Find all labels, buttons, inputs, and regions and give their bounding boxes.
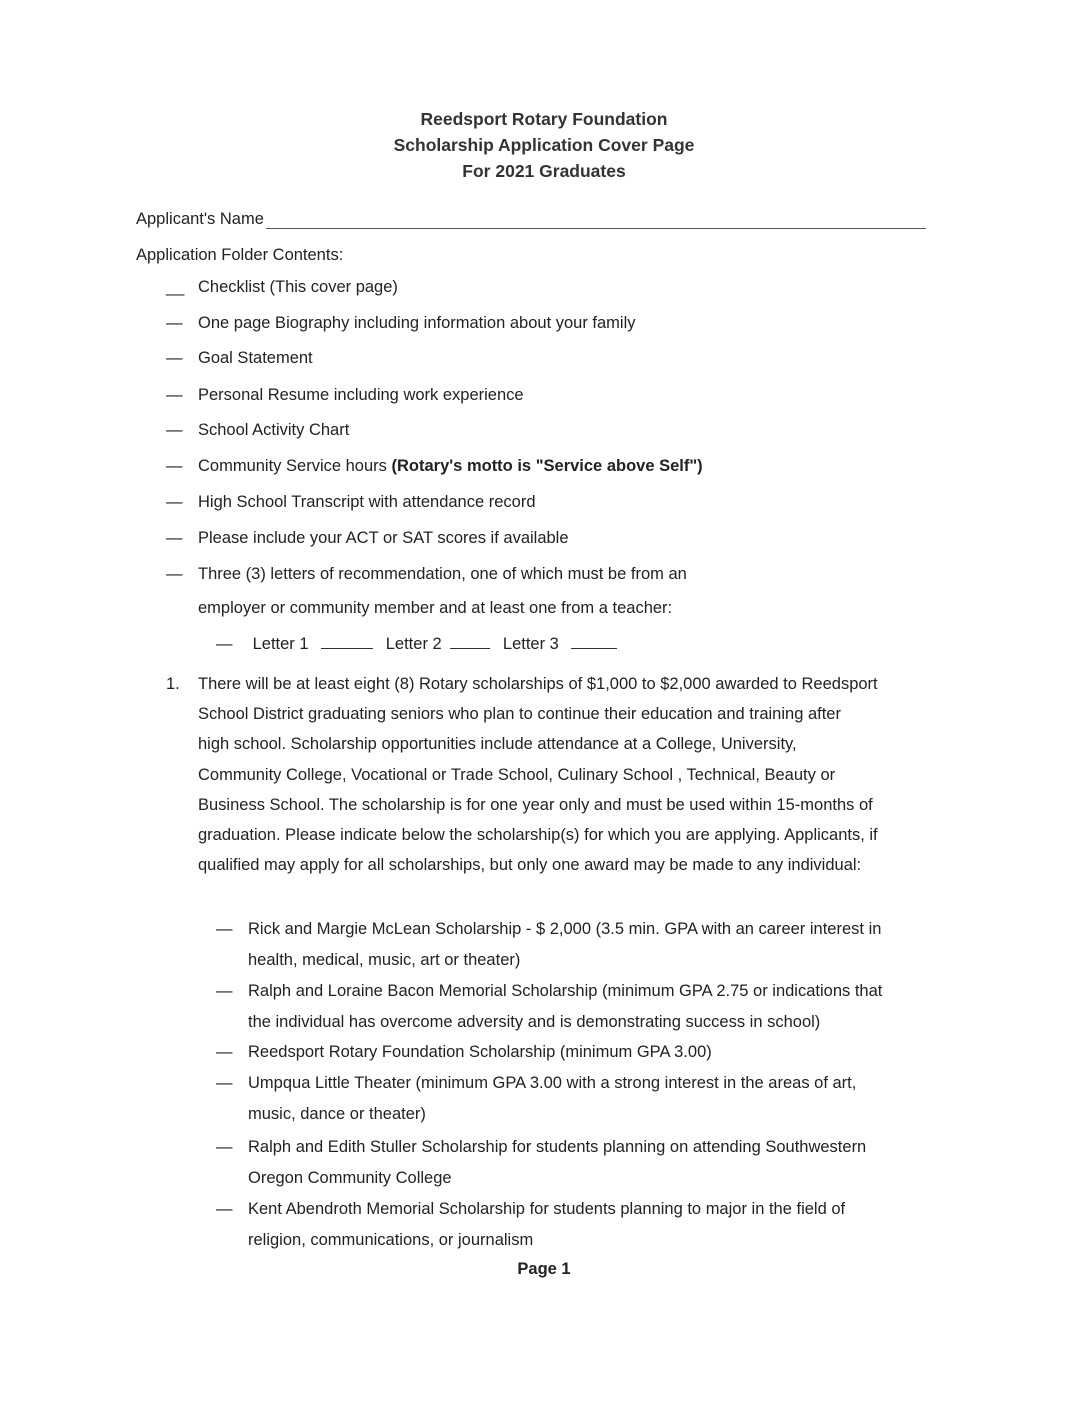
checklist-item-text-wrap [198, 457, 703, 476]
scholarship-line: Reedsport Rotary Foundation Scholarship (minimum GPA 3.00) [248, 1043, 712, 1061]
paragraph-line: qualified may apply for all scholarships, but only one award may be made to any individual: [198, 856, 862, 875]
check-blank[interactable]: — [166, 457, 183, 475]
checklist-item-text: Personal Resume including work experience [198, 386, 524, 404]
scholarship-line: the individual has overcome adversity and is demonstrating success in school) [248, 1012, 821, 1031]
check-blank[interactable]: — [166, 565, 183, 583]
checklist-item-text: High School Transcript with attendance record [198, 493, 536, 511]
scholarship-check-blank[interactable]: — [216, 1043, 233, 1061]
checklist-item-text: Checklist (This cover page) [198, 278, 398, 296]
scholarship-option[interactable] [216, 1132, 946, 1193]
checklist-item-text: Please include your ACT or SAT scores if available [198, 529, 569, 547]
checklist-item[interactable] [166, 314, 636, 333]
scholarship-option[interactable] [216, 1037, 946, 1068]
rotary-motto: (Rotary's motto is "Service above Self") [391, 457, 703, 475]
paragraph-number: 1. [166, 675, 180, 693]
scholarship-line: Oregon Community College [248, 1168, 452, 1187]
scholarship-line: Ralph and Loraine Bacon Memorial Scholarship (minimum GPA 2.75 or indications that [248, 982, 883, 1000]
letter-1-label: Letter 1 [252, 635, 309, 653]
scholarship-text [248, 1132, 946, 1193]
title-line-1: Reedsport Rotary Foundation [420, 109, 668, 129]
scholarship-check-blank[interactable]: — [216, 1074, 233, 1092]
checklist-item[interactable] [166, 386, 524, 405]
letter-1-blank[interactable] [321, 634, 373, 649]
document-title [0, 106, 1088, 184]
scholarship-option[interactable] [216, 914, 946, 975]
checklist-item-continuation: employer or community member and at least one from a teacher: [198, 599, 673, 617]
paragraph-line: Business School. The scholarship is for one year only and must be used within 15-months of [198, 795, 873, 814]
letters-row [216, 634, 617, 654]
title-line-2: Scholarship Application Cover Page [393, 135, 695, 155]
page-number: Page 1 [517, 1260, 571, 1278]
scholarship-text [248, 914, 946, 975]
letters-mark[interactable]: — [216, 635, 233, 653]
scholarship-check-blank[interactable]: — [216, 982, 233, 1000]
paragraph-line: high school. Scholarship opportunities include attendance at a College, University, [198, 735, 797, 754]
check-blank[interactable]: — [166, 529, 183, 547]
checklist-item-text: Community Service hours [198, 457, 387, 475]
checklist-item-text: School Activity Chart [198, 421, 350, 439]
paragraph-body [198, 669, 946, 880]
scholarship-line: health, medical, music, art or theater) [248, 950, 521, 969]
scholarship-option[interactable] [216, 976, 946, 1037]
scholarship-option[interactable] [216, 1194, 946, 1255]
scholarship-check-blank[interactable]: — [216, 1200, 233, 1218]
checklist-item[interactable] [166, 565, 687, 584]
checklist-item[interactable] [166, 349, 313, 368]
scholarship-line: religion, communications, or journalism [248, 1230, 534, 1249]
checklist-item[interactable] [166, 421, 349, 440]
check-blank[interactable]: — [166, 386, 183, 404]
checklist-item-text: One page Biography including information about your family [198, 314, 636, 332]
scholarship-info-paragraph [166, 669, 946, 880]
scholarship-line: Umpqua Little Theater (minimum GPA 3.00 with a strong interest in the areas of art, [248, 1074, 857, 1092]
checklist-item-text: Three (3) letters of recommendation, one of which must be from an [198, 565, 687, 583]
checklist-item[interactable] [166, 529, 569, 548]
checklist-item-text: Goal Statement [198, 349, 313, 367]
scholarship-text [248, 1194, 946, 1255]
applicant-name-label: Applicant's Name [136, 210, 264, 228]
scholarship-check-blank[interactable]: — [216, 1138, 233, 1156]
check-blank[interactable]: __ [166, 278, 185, 296]
scholarship-text [248, 976, 946, 1037]
folder-contents-label: Application Folder Contents: [136, 246, 344, 264]
check-blank[interactable]: — [166, 349, 183, 367]
letter-3-label: Letter 3 [502, 635, 559, 653]
check-blank[interactable]: — [166, 493, 183, 511]
scholarship-line: music, dance or theater) [248, 1104, 426, 1123]
paragraph-line: graduation. Please indicate below the scholarship(s) for which you are applying. Applicants, if [198, 826, 878, 845]
paragraph-line: There will be at least eight (8) Rotary scholarships of $1,000 to $2,000 awarded to Reedsport [198, 675, 878, 693]
letter-2-blank[interactable] [450, 634, 490, 649]
title-line-3: For 2021 Graduates [462, 161, 626, 181]
scholarship-option[interactable] [216, 1068, 946, 1129]
scholarship-text [248, 1037, 946, 1068]
scholarship-text [248, 1068, 946, 1129]
applicant-name-row [136, 210, 926, 229]
scholarship-line: Ralph and Edith Stuller Scholarship for students planning on attending Southwestern [248, 1138, 867, 1156]
checklist-item[interactable] [166, 493, 536, 512]
checklist-item[interactable] [166, 457, 703, 476]
letter-3-blank[interactable] [571, 634, 617, 649]
scholarship-check-blank[interactable]: — [216, 920, 233, 938]
check-blank[interactable]: — [166, 421, 183, 439]
letter-2-label: Letter 2 [385, 635, 442, 653]
checklist-item[interactable] [166, 278, 398, 297]
paragraph-line: School District graduating seniors who plan to continue their education and training after [198, 705, 841, 724]
check-blank[interactable]: — [166, 314, 183, 332]
scholarship-line: Rick and Margie McLean Scholarship - $ 2,000 (3.5 min. GPA with an career interest in [248, 920, 882, 938]
paragraph-line: Community College, Vocational or Trade School, Culinary School , Technical, Beauty or [198, 765, 836, 784]
scholarship-line: Kent Abendroth Memorial Scholarship for students planning to major in the field of [248, 1200, 846, 1218]
applicant-name-field[interactable] [266, 210, 926, 229]
